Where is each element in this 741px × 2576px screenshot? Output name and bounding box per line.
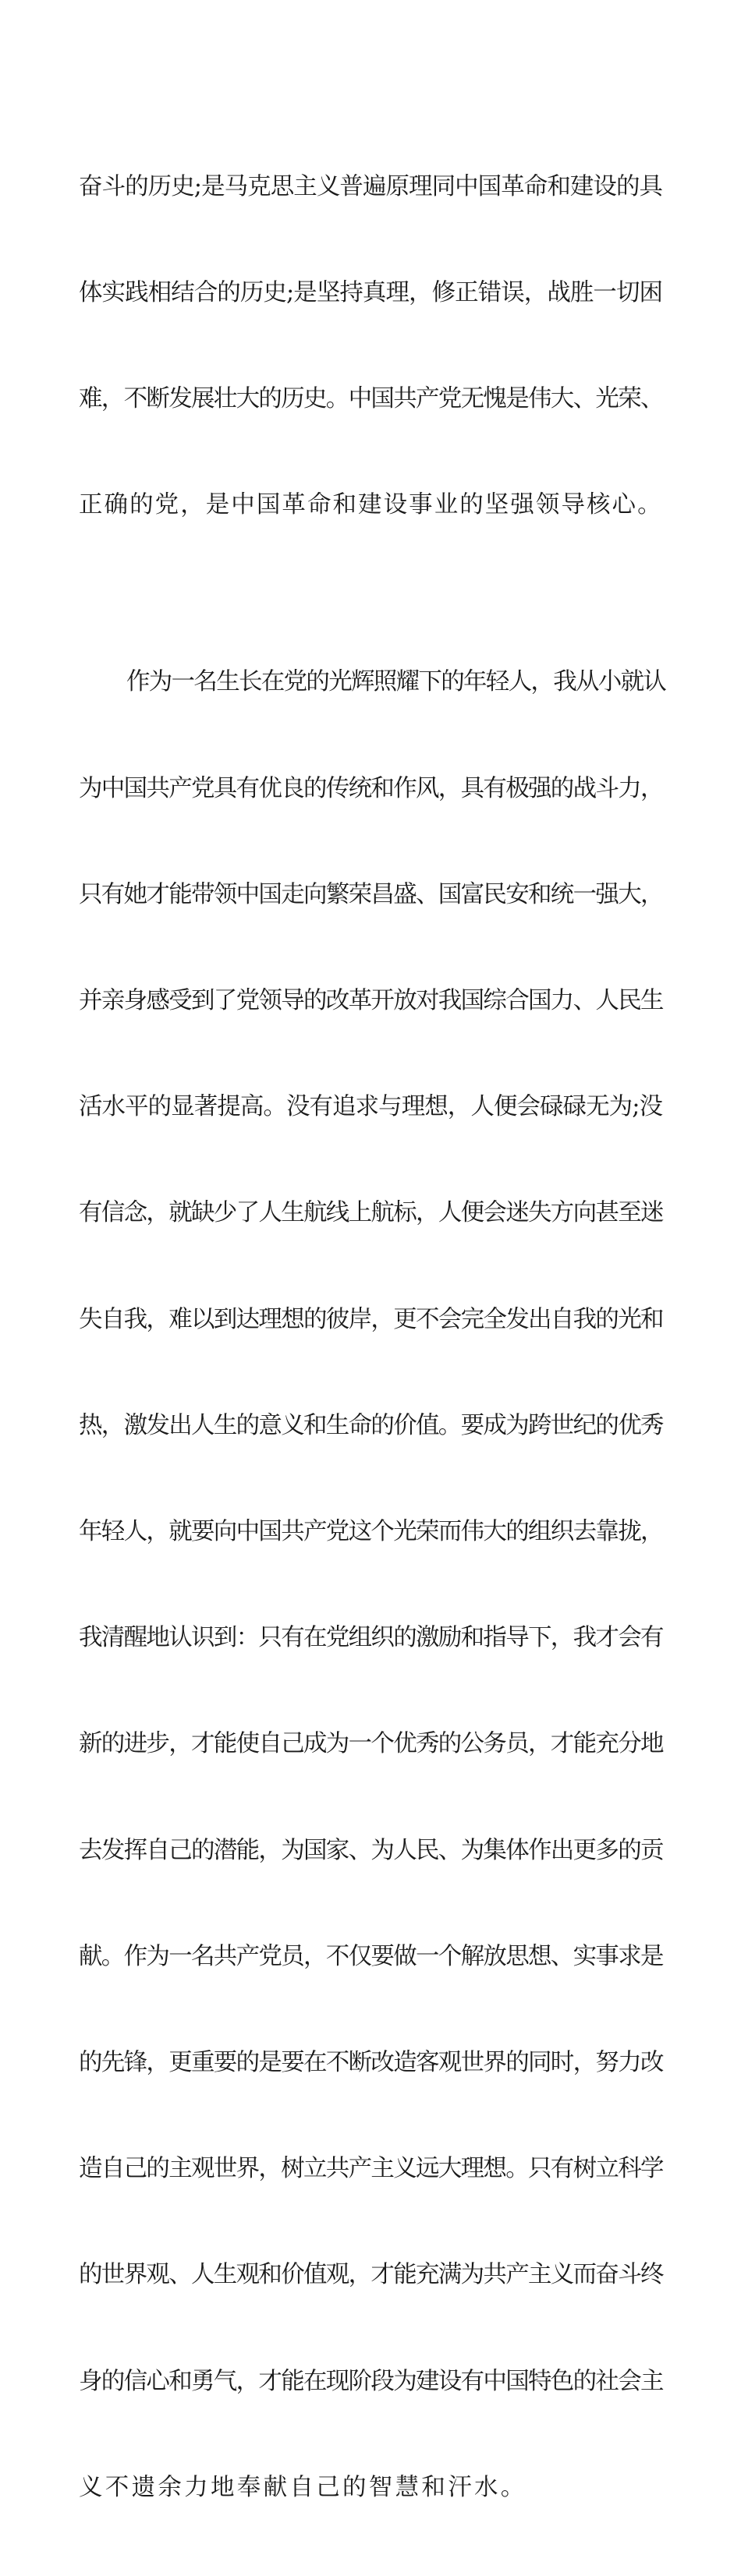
text-line: 我清醒地认识到：只有在党组织的激励和指导下，我才会有 bbox=[79, 1624, 663, 1652]
text-line: 并亲身感受到了党领导的改革开放对我国综合国力、人民生 bbox=[79, 987, 663, 1015]
text-line: 为中国共产党具有优良的传统和作风，具有极强的战斗力， bbox=[79, 774, 663, 802]
text-line: 新的进步，才能使自己成为一个优秀的公务员，才能充分地 bbox=[79, 1730, 663, 1758]
body-text bbox=[79, 98, 665, 2576]
text-line: 义不遗余力地奉献自己的智慧和汗水。 bbox=[79, 2473, 527, 2501]
paragraph-1 bbox=[79, 98, 665, 594]
text-line: 热，激发出人生的意义和生命的价值。要成为跨世纪的优秀 bbox=[79, 1411, 663, 1439]
text-line: 年轻人，就要向中国共产党这个光荣而伟大的组织去靠拢， bbox=[79, 1518, 663, 1546]
text-line: 有信念，就缺少了人生航线上航标，人便会迷失方向甚至迷 bbox=[79, 1199, 663, 1227]
text-line: 正确的党，是中国革命和建设事业的坚强领导核心。 bbox=[79, 491, 663, 519]
text-line: 造自己的主观世界，树立共产主义远大理想。只有树立科学 bbox=[79, 2155, 663, 2183]
text-line: 的世界观、人生观和价值观，才能充满为共产主义而奋斗终 bbox=[79, 2261, 663, 2289]
text-line: 活水平的显著提高。没有追求与理想，人便会碌碌无为;没 bbox=[79, 1093, 663, 1121]
text-line: 体实践相结合的历史;是坚持真理，修正错误，战胜一切困 bbox=[79, 279, 663, 307]
paragraph-2 bbox=[79, 594, 665, 2576]
text-line: 去发挥自己的潜能，为国家、为人民、为集体作出更多的贡 bbox=[79, 1836, 663, 1864]
text-line: 的先锋，更重要的是要在不断改造客观世界的同时，努力改 bbox=[79, 2049, 663, 2077]
text-line: 难，不断发展壮大的历史。中国共产党无愧是伟大、光荣、 bbox=[79, 385, 663, 413]
text-line: 奋斗的历史;是马克思主义普遍原理同中国革命和建设的具 bbox=[79, 172, 663, 200]
text-line: 失自我，难以到达理想的彼岸，更不会完全发出自我的光和 bbox=[79, 1305, 663, 1333]
text-line: 作为一名生长在党的光辉照耀下的年轻人，我从小就认 bbox=[126, 668, 666, 696]
text-line: 献。作为一名共产党员，不仅要做一个解放思想、实事求是 bbox=[79, 1942, 663, 1970]
text-line: 只有她才能带领中国走向繁荣昌盛、国富民安和统一强大， bbox=[79, 880, 663, 908]
text-line: 身的信心和勇气，才能在现阶段为建设有中国特色的社会主 bbox=[79, 2367, 663, 2395]
